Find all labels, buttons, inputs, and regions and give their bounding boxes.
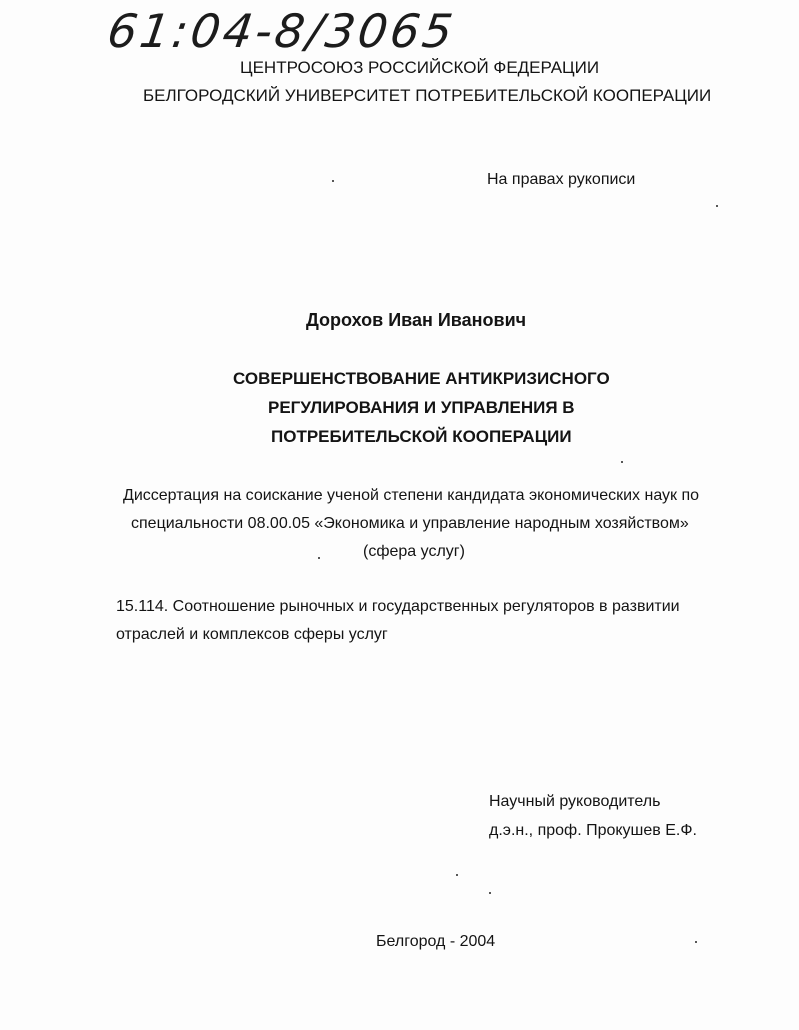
scan-speck	[318, 557, 320, 559]
organization-name: ЦЕНТРОСОЮЗ РОССИЙСКОЙ ФЕДЕРАЦИИ	[240, 58, 600, 77]
scan-speck	[716, 205, 718, 207]
scan-speck	[332, 180, 334, 182]
title-line-1: СОВЕРШЕНСТВОВАНИЕ АНТИКРИЗИСНОГО	[233, 369, 610, 388]
author-name: Дорохов Иван Иванович	[306, 310, 527, 330]
dissertation-line-2: специальности 08.00.05 «Экономика и управление народным хозяйством»	[131, 515, 689, 532]
city-year: Белгород - 2004	[376, 933, 496, 950]
specialty-line-1: 15.114. Соотношение рыночных и государственных регуляторов в развитии	[116, 598, 680, 615]
manuscript-note: На правах рукописи	[487, 171, 636, 188]
supervisor-name: д.э.н., проф. Прокушев Е.Ф.	[489, 822, 697, 839]
supervisor-label: Научный руководитель	[489, 793, 661, 810]
scan-speck	[621, 461, 623, 463]
scan-speck	[489, 892, 491, 894]
title-line-3: ПОТРЕБИТЕЛЬСКОЙ КООПЕРАЦИИ	[271, 427, 572, 446]
dissertation-line-3: (сфера услуг)	[363, 543, 465, 560]
specialty-line-2: отраслей и комплексов сферы услуг	[116, 626, 388, 643]
university-name: БЕЛГОРОДСКИЙ УНИВЕРСИТЕТ ПОТРЕБИТЕЛЬСКОЙ КООПЕРАЦИИ	[143, 86, 712, 105]
scan-speck	[456, 874, 458, 876]
handwritten-catalog-code: 61:04-8/3065	[104, 4, 459, 58]
title-line-2: РЕГУЛИРОВАНИЯ И УПРАВЛЕНИЯ В	[268, 398, 575, 417]
dissertation-line-1: Диссертация на соискание ученой степени кандидата экономических наук по	[123, 487, 700, 504]
scan-speck	[695, 941, 697, 943]
